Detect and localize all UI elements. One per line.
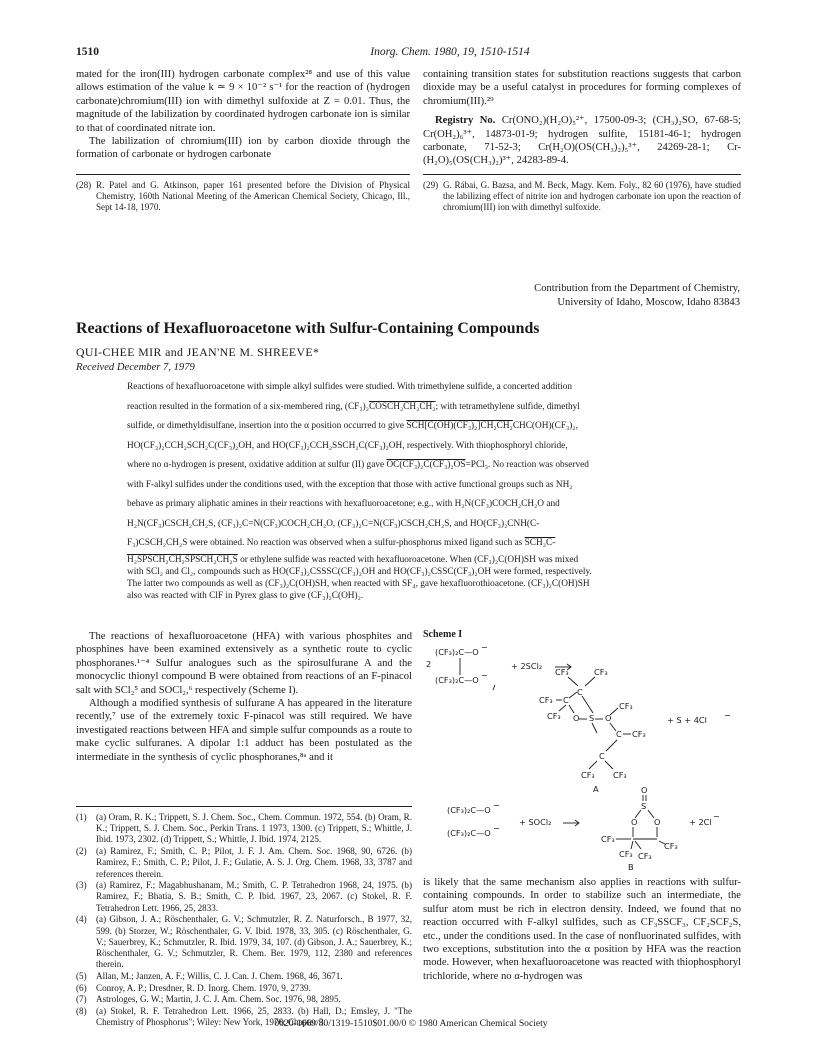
footnote-number: (28) [76,180,92,190]
paragraph: containing transition states for substitution reactions suggests that carbon dioxide may be a useful catalyst in procedures for forming complexes of chromium(III).²⁹ [423,69,741,107]
cf3-group: CF₃ [547,711,561,721]
reactant-bottom: (CF₃)₂C—O [435,675,479,685]
abstract-line: reaction resulted in the formation of a six-membered ring, (CF₃)₂COSCH₂CH₂CH₂; with tetramethylene sulfide, dimethyl [127,401,580,412]
cf3-group: CF₃ [632,729,646,739]
footnote: (5) Allan, M.; Janzen, A. F.; Willis, C. J. Can. J. Chem. 1968, 46, 3671. [76,970,343,981]
registry-text: Cr(ONO₂)(H₂O)₅²⁺, 17500-09-3; (CH₃)₂SO, 67-68-5; Cr(OH₂)₆³⁺, 14873-01-9; hydrogen sulfite, 15181-46-1; hydrogen carbonate, 71-52-3; Cr(H₂O)(OS(CH₃)₂)₅³⁺, 24269-28-1; Cr-(H₂O)₅(OS(CH₃)₂)³⁺, 24283-89-4. [423,115,741,167]
abstract-line: HO(CF₃)₂CCH₂SCH₂C(CF₃)₂OH, and HO(CF₃)₂CCH₂SSCH₂C(CF₃)₂OH, respectively. With thiophosphoryl chloride, [127,440,568,451]
journal-citation: Inorg. Chem. 1980, 19, 1510-1514 [370,46,530,58]
footnote: (1) (a) Oram, R. K.; Trippett, S. J. Chem. Soc., Chem. Commun. 1972, 554. (b) Oram, R. K.; Trippett, S. J. Chem. Soc., Perkin Trans. 1 1973, 1300. (c) Trippett, S.; Whittle, J. Ibid. 1973, 2302. (d) Trippett, S.; Whittle, J. Ibid. 1974, 2125. [76,812,412,845]
footnote: (6) Conroy, A. P.; Dresdner, R. D. Inorg. Chem. 1970, 9, 2739. [76,982,311,993]
footnote-text: G. Rábai, G. Bazsa, and M. Beck, Magy. Kem. Foly., 82 60 (1976), have studied the labilizing effect of nitrite ion and hydrogen carbonate ion upon the reaction of chromium(III) ion with dimethyl sulfoxide. [443,180,741,213]
sulfur-atom: S [641,801,647,811]
minus-sign: − [713,811,720,821]
abstract-line: sulfide, or dimethyldisulfane, insertion into the α position occurred to give SCH[C(OH)(CF₃)₂]CH₂CH₂CHC(OH)(CF₃)₂, [127,421,578,431]
minus-sign: − [724,710,731,720]
oxygen-atom: O [605,713,612,723]
cf3-group: CF₃ [638,851,652,861]
oxygen-atom: O [573,713,580,723]
abstract-line: Reactions of hexafluoroacetone with simple alkyl sulfides were studied. With trimethylene sulfide, a concerted addition [127,382,573,392]
abstract [127,378,741,602]
cf3-group: CF₃ [613,770,627,780]
received-date: Received December 7, 1979 [76,362,195,373]
footnote-28 [76,180,410,214]
cf3-group: CF₃ [581,770,595,780]
reagent: + SOCl₂ [519,817,552,827]
footnote: (2) (a) Ramirez, F.; Smith, C. P.; Pilot, J. F. J. Am. Chem. Soc. 1968, 90, 6726. (b) Ramirez, F.; Smith, C. P.; Pilot, J. F.; Gulatie, A. S. J. Org. Chem. 1968, 33, 3787 and references therein. [76,846,412,879]
sulfur-atom: S [589,713,595,723]
paragraph: mated for the iron(III) hydrogen carbonate complex²⁸ and use of this value allows estimation of the value k ≃ 9 × 10⁻² s⁻¹ for the reaction of (hydrogen carbonate)chromium(III) ion with dimethyl sulfoxide at Z = 0.01. Thus, the magnitude of the labilization by coordinated hydrogen carbonate ion is similar to that of coordinated nitrate ion. [76,69,410,134]
carbon-atom: C [599,751,605,761]
reagent: + 2SCl₂ [511,661,543,671]
footnote-text: R. Patel and G. Atkinson, paper 161 presented before the Division of Physical Chemistry, 160th National Meeting of the American Chemical Society, Chicago, Ill., Sept 14-18, 1970. [96,180,410,213]
footnote: (8) (a) Stokel, R. F. Tetrahedron Lett. 1966, 25, 2833. (b) Hall, D.; Emsley, J. "The Chemistry of Phosphorus"; Wiley: New York, 1976; Chapter 3. [76,1005,412,1028]
abstract-line: where no α-hydrogen is present, oxidative addition at sulfur (II) gave OC(CF₃)₂C(CF₃)₂OS=PCl₃. No reaction was observed [127,460,589,470]
abstract-line: H₂SPSCH₂CH₂SPSCH₂CH₂S or ethylene sulfide was reacted with hexafluoroacetone. When (CF₃)₂C(OH)SH was mixed [127,554,579,565]
cf3-group: CF₃ [619,701,633,711]
oxygen-atom: O [654,817,661,827]
side-products: + 2Cl [689,817,712,827]
paragraph: Although a modified synthesis of sulfurane A has appeared in the literature recently,⁷ use of the extremely toxic F-pinacol was still required. We have investigated reactions between HFA and simple sulfur compounds as a route to make cyclic sulfuranes. A dipolar 1:1 adduct has been postulated as the intermediate in the synthesis of cyclic phosphoranes,⁸ᵃ and it [76,698,412,763]
cf3-group: CF₃ [619,849,633,859]
divider [76,806,412,807]
paragraph: The labilization of chromium(III) ion by carbon dioxide through the formation of carbonate or hydrogen carbonate [76,136,410,161]
abstract-line: F₃)CSCH₂CH₂S were obtained. No reaction was observed when a sulfur-phosphorus mixed ligand such as SCH₂C- [127,538,556,548]
footnote: (4) (a) Gibson, J. A.; Röschenthaler, G. V.; Schmutzler, R. Z. Naturforsch., B 1977, 32, 599. (b) Storzer, W.; Röschenthaler, G. V. Ibid. 1978, 33, 305. (c) Röschenthaler, G. V.; Sauerbrey, K.; Schmutzler, R. Ibid. 1979, 34, 107. (d) Gibson, J. A.; Sauerbrey, K.; Röschenthaler, G. V.; Schmutzler, R. Chem. Ber. 1979, 112, 2380 and references therein. [76,914,412,970]
minus-sign: − [481,670,488,680]
footnote-number: (29) [423,180,439,190]
abstract-line: also was reacted with ClF in Pyrex glass to give (CF₃)₂C(OH)₂. [127,590,364,601]
contribution-line: Contribution from the Department of Chemistry, [534,283,740,294]
oxygen-atom: O [641,785,648,795]
body-right-column [423,876,741,983]
article-title: Reactions of Hexafluoroacetone with Sulfur-Containing Compounds [76,320,540,337]
oxygen-atom: O [631,817,638,827]
reactant-top: (CF₃)₂C—O [447,805,491,815]
cf3-group: CF₃ [601,834,615,844]
abstract-line: with SCl₂ and Cl₂, compounds such as HO(CF₃)₂CSSSC(CF₃)₂OH and HO(CF₃)₂CSSC(CF₃)₂OH were formed, respectively. [127,566,592,577]
registry-numbers [423,114,741,168]
compound-label-b: B [628,862,634,872]
cf3-group: CF₃ [664,841,678,851]
page-number: 1510 [76,46,99,58]
reactant-top: (CF₃)₂C—O [435,647,479,657]
stray-mark [493,685,495,690]
scheme-diagram [423,643,743,863]
footnote: (3) (a) Ramirez, F.; Magabhushanam, M.; Smith, C. P. Tetrahedron 1968, 24, 1975. (b) Ramirez, F.; Bhatia, S. B.; Smith, C. P. Ibid. 1967, 23, 2067. (c) Stokel, R. F. Tetrahedron Lett. 1966, 25, 2833. [76,880,412,913]
top-right-column [423,68,741,168]
scheme-title: Scheme I [423,629,463,640]
cf3-group: CF₃ [594,667,608,677]
registry-label: Registry No. [435,115,496,127]
paragraph: The reactions of hexafluoroacetone (HFA) with various phosphites and phosphines have been examined extensively as a synthetic route to cyclic phosphoranes.¹⁻⁴ Sulfur analogues such as the spirosulfurane A and the monocyclic thionyl compound B were obtained from reactions of an F-pinacol salt with SCl₂⁵ and SOCl₂,⁶ respectively (Scheme I). [76,631,412,696]
contribution-line: University of Idaho, Moscow, Idaho 83843 [557,296,740,308]
minus-sign: − [493,823,500,833]
minus-sign: − [481,643,488,652]
abstract-line: with F-alkyl sulfides under the conditions used, with the exception that those with active functional groups such as NH₂ [127,479,573,490]
cf3-group: CF₃ [539,695,553,705]
top-left-column [76,68,410,162]
copyright-footer: 0020-1669/80/1319-1510$01.00/0 © 1980 American Chemical Society [274,1018,548,1029]
coefficient: 2 [426,659,432,669]
divider [423,174,741,175]
carbon-atom: C [577,687,583,697]
paragraph: is likely that the same mechanism also applies in reactions with sulfur-containing compounds. In order to stabilize such an intermediate, the sulfur atom must be rich in electron density. Indeed, we found that no reaction occurred with F-alkyl sulfides, such as CF₃SSCF₃, CF₂SCF₂S, etc., under the conditions used. In the case of nonfluorinated sulfides, with two exceptions, substitution into the α position by HFA was the reaction mode. However, when hexafluoroacetone was reacted with thiophosphoryl trichloride, where no α-hydrogen was [423,877,741,982]
contribution-affiliation [400,282,740,309]
carbon-atom: C [616,729,622,739]
body-left-column [76,630,412,764]
article-authors: QUI-CHEE MIR and JEAN'NE M. SHREEVE* [76,345,320,359]
divider [76,174,410,175]
abstract-line: H₂N(CF₃)CSCH₂CH₂S, (CF₃)₂C=N(CF₃)COCH₂CH₂O, (CF₃)₂C=N(CF₃)CSCH₂CH₂S, and HO(CF₃)₂CNH(C- [127,518,540,529]
reactant-bottom: (CF₃)₂C—O [447,828,491,838]
compound-label-a: A [593,784,599,794]
minus-sign: − [493,800,500,810]
abstract-line: The latter two compounds as well as (CF₃)₂C(OH)SH, when reacted with SF₄, gave hexafluorothioacetone. (CF₃)₂C(OH)SH [127,578,590,589]
carbon-atom: C [563,695,569,705]
footnote: (7) Astrologes, G. W.; Martin, J. C. J. Am. Chem. Soc. 1976, 98, 2895. [76,994,341,1005]
abstract-line: behave as primary aliphatic amines in their reactions with hexafluoroacetone; e.g., with H₂N(CF₃)COCH₂CH₂O and [127,499,560,509]
side-products: + S + 4Cl [667,715,707,725]
footnote-29 [423,180,741,214]
footnotes [76,812,412,1029]
cf3-group: CF₃ [555,667,569,677]
